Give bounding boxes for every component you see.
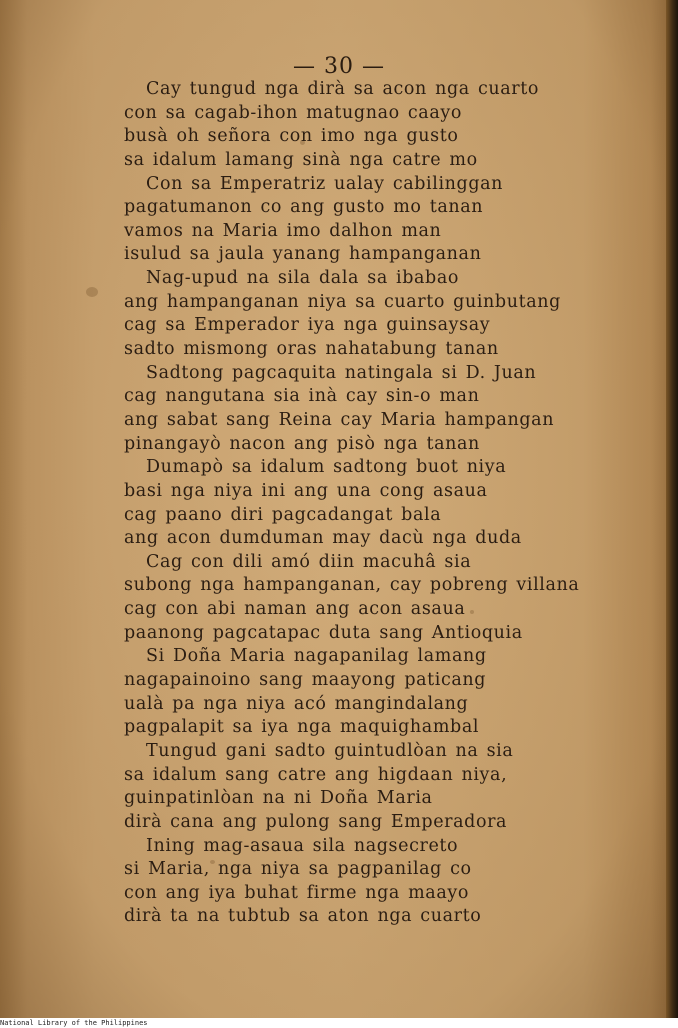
text-line: cag nangutana sia inà cay sin-o man xyxy=(124,386,480,407)
poem-text xyxy=(124,78,624,929)
text-line: ang sabat sang Reina cay Maria hampangan xyxy=(124,409,555,430)
foxing-spot xyxy=(86,287,98,297)
text-line: cag sa Emperador iya nga guinsaysay xyxy=(124,315,491,336)
text-line: con ang iya buhat firme nga maayo xyxy=(124,882,469,903)
text-line: sa idalum sang catre ang higdaan niya, xyxy=(124,764,508,785)
text-line: pinangayò nacon ang pisò nga tanan xyxy=(124,433,480,454)
text-line: Cag con dili amó diin macuhâ sia xyxy=(146,551,472,572)
page-number: — 30 — xyxy=(293,54,385,79)
text-line: si Maria, nga niya sa pagpanilag co xyxy=(124,859,472,880)
text-line: paanong pagcatapac duta sang Antioquia xyxy=(124,622,523,643)
text-line: ang hampanganan niya sa cuarto guinbutang xyxy=(124,291,561,312)
text-line: sa idalum lamang sinà nga catre mo xyxy=(124,149,478,170)
text-line: Dumapò sa idalum sadtong buot niya xyxy=(146,457,507,478)
text-line: pagatumanon co ang gusto mo tanan xyxy=(124,197,484,218)
text-line: isulud sa jaula yanang hampanganan xyxy=(124,244,482,265)
text-line: ang acon dumduman may dacù nga duda xyxy=(124,528,522,549)
book-spine-edge xyxy=(666,0,678,1018)
text-line: dirà cana ang pulong sang Emperadora xyxy=(124,811,508,832)
text-line: dirà ta na tubtub sa aton nga cuarto xyxy=(124,906,482,927)
text-line: con sa cagab-ihon matugnao caayo xyxy=(124,102,462,123)
text-line: Cay tungud nga dirà sa acon nga cuarto xyxy=(146,79,540,99)
text-line: Ining mag-asaua sila nagsecreto xyxy=(146,835,459,856)
text-line: busà oh señora con imo nga gusto xyxy=(124,126,459,147)
text-line: Si Doña Maria nagapanilag lamang xyxy=(146,646,487,667)
text-line: Nag-upud na sila dala sa ibabao xyxy=(146,268,460,289)
text-line: Con sa Emperatriz ualay cabilinggan xyxy=(146,173,504,194)
text-line: nagapainoino sang maayong paticang xyxy=(124,670,487,691)
text-line: cag paano diri pagcadangat bala xyxy=(124,504,442,525)
text-line: sadto mismong oras nahatabung tanan xyxy=(124,339,499,360)
text-line: Tungud gani sadto guintudlòan na sia xyxy=(146,740,514,761)
text-line: pagpalapit sa iya nga maquighambal xyxy=(124,717,480,738)
text-line: cag con abi naman ang acon asaua xyxy=(124,599,466,620)
text-line: ualà pa nga niya acó mangindalang xyxy=(124,693,469,714)
library-watermark: National Library of the Philippines xyxy=(0,1019,148,1027)
text-line: subong nga hampanganan, cay pobreng villana xyxy=(124,575,580,596)
text-line: guinpatinlòan na ni Doña Maria xyxy=(124,788,433,809)
text-line: vamos na Maria imo dalhon man xyxy=(124,220,442,241)
text-line: basi nga niya ini ang una cong asaua xyxy=(124,480,488,501)
text-line: Sadtong pagcaquita natingala si D. Juan xyxy=(146,362,537,383)
